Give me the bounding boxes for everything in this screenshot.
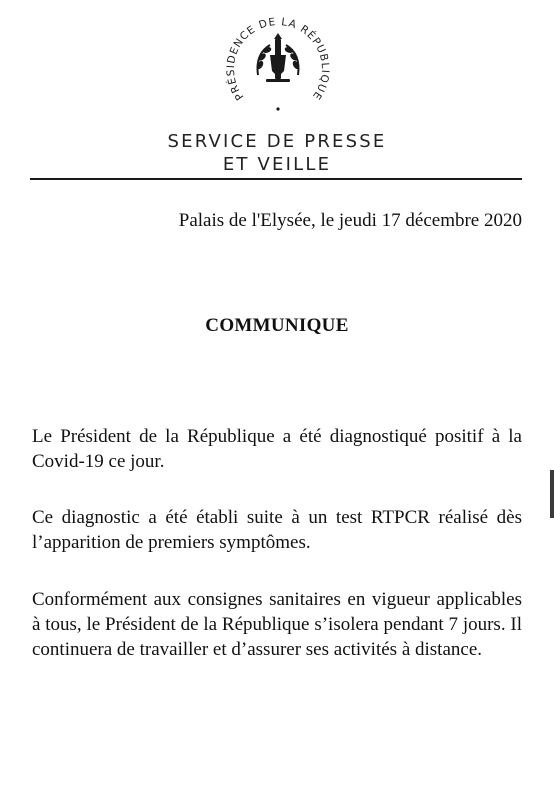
seal-text: PRÉSIDENCE DE LA RÉPUBLIQUE bbox=[224, 15, 332, 103]
page-edge-mark bbox=[550, 470, 554, 518]
presidency-seal bbox=[220, 5, 336, 121]
service-heading-line-2: ET VEILLE bbox=[222, 154, 332, 175]
paragraph-isolation: Conformément aux consignes sanitaires en vigueur applicables à tous, le Président de la République s’isolera pendant 7 jours. Il continuera de travailler et d’assurer ses activités à distance. bbox=[32, 589, 522, 660]
service-heading bbox=[0, 130, 554, 176]
fasces-icon bbox=[266, 33, 290, 82]
paragraph-diagnosis: Le Président de la République a été diagnostiqué positif à la Covid-19 ce jour. bbox=[32, 426, 522, 472]
dateline: Palais de l'Elysée, le jeudi 17 décembre 2020 bbox=[178, 210, 522, 231]
header-divider bbox=[30, 178, 522, 180]
seal-emblem-icon bbox=[220, 5, 336, 121]
communique-title: COMMUNIQUE bbox=[205, 315, 349, 336]
paragraph-test: Ce diagnostic a été établi suite à un test RTPCR réalisé dès l’apparition de premiers symptômes. bbox=[32, 507, 522, 553]
service-heading-line-1: SERVICE DE PRESSE bbox=[167, 131, 387, 152]
